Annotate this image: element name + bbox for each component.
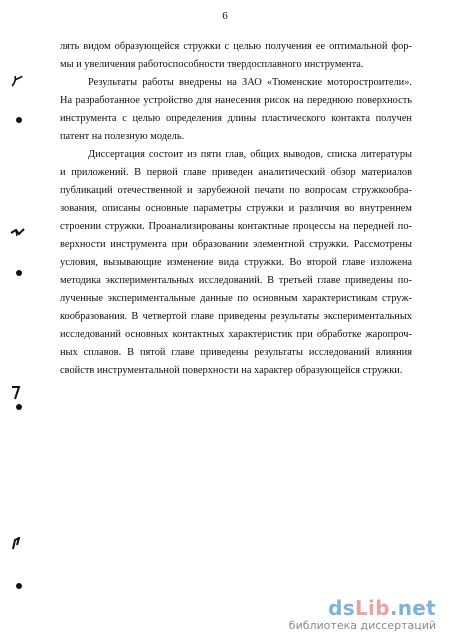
punch-hole-icon [16, 583, 22, 589]
text-line: верхности инструмента при образовании элементной стружки. Рассмотрены [60, 239, 412, 250]
text-line: условия, вызывающие изменение вида стружки. Во второй главе изложена [60, 257, 412, 268]
text-line: Результаты работы внедрены на ЗАО «Тюменские моторостроители». [88, 77, 412, 88]
text-line: лученные экспериментальные данные по основным характеристикам струж- [60, 293, 412, 304]
body-text [60, 38, 412, 380]
binding-mark-icon [10, 537, 22, 551]
text-line: Диссертация состоит из пяти глав, общих выводов, списка литературы [88, 149, 412, 160]
binding-mark-icon [10, 74, 24, 88]
punch-hole-icon [16, 270, 22, 276]
dslib-subtitle: библиотека диссертаций [288, 619, 436, 632]
text-line: зования, описаны основные параметры стружки и различия во внутреннем [60, 203, 412, 214]
page-number: 6 [222, 10, 228, 22]
text-line: На разработанное устройство для нанесения рисок на переднюю поверхность [60, 95, 412, 106]
text-line: исследований основных контактных характеристик при обработке жаропроч- [60, 329, 412, 340]
binding-mark-icon [10, 385, 22, 401]
text-line: ных сплавов. В пятой главе приведены результаты исследований влияния [60, 347, 412, 358]
paragraph-1 [60, 38, 412, 74]
text-line: кообразования. В четвертой главе приведены результаты экспериментальных [60, 311, 412, 322]
punch-hole-icon [16, 117, 22, 123]
binding-mark-icon [10, 226, 26, 238]
text-line: строении стружки. Проанализированы контактные процессы на передней по- [60, 221, 412, 232]
punch-hole-icon [16, 404, 22, 410]
paragraph-2 [60, 74, 412, 146]
text-line: публикаций отечественной и зарубежной печати по вопросам стружкообра- [60, 185, 412, 196]
text-line: свойств инструментальной поверхности на характер образующейся стружки. [60, 365, 403, 376]
dslib-logo: dsLib.net [328, 596, 436, 620]
text-line: инструмента с целью определения длины пластического контакта получен [60, 113, 412, 124]
paragraph-3 [60, 146, 412, 380]
text-line: патент на полезную модель. [60, 131, 185, 142]
text-line: и приложений. В первой главе приведен аналитический обзор материалов [60, 167, 412, 178]
text-line: методика экспериментальных исследований. В третьей главе приведены по- [60, 275, 412, 286]
text-line: лять видом образующейся стружки с целью получения ее оптимальной фор- [60, 41, 412, 52]
text-line: мы и увеличения работоспособности твердосплавного инструмента. [60, 59, 364, 70]
dslib-watermark[interactable] [289, 597, 436, 632]
